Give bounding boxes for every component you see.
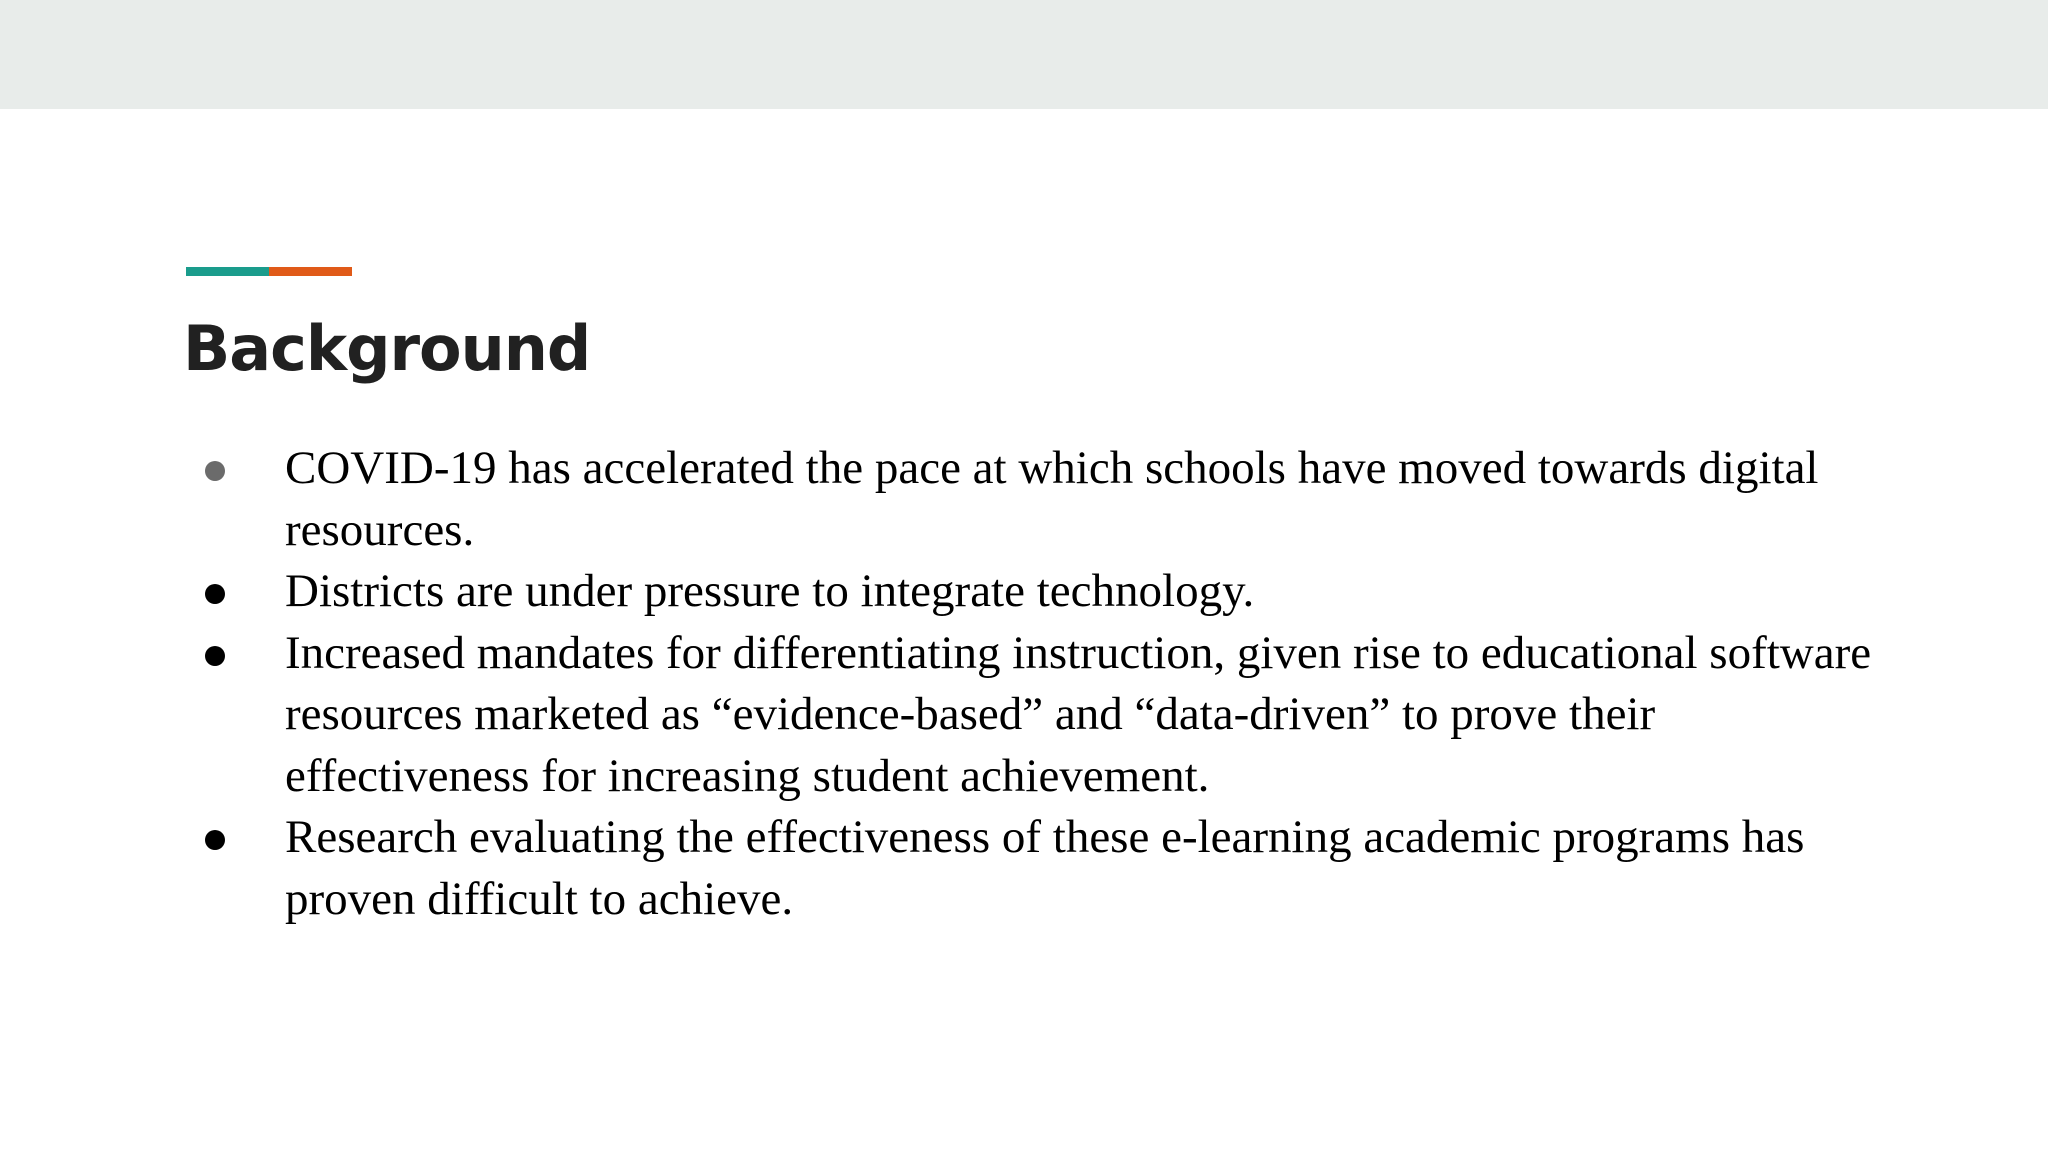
bullet-icon xyxy=(205,584,225,604)
bullet-item xyxy=(196,623,1896,808)
bullet-item xyxy=(196,807,1896,930)
top-band xyxy=(0,0,2048,109)
bullet-icon xyxy=(205,461,225,481)
bullet-text: Increased mandates for differentiating instruction, given rise to educational software resources marketed as “evidence-based” and “data-driven” to prove their effectiveness for increasing student achievement. xyxy=(285,626,1872,802)
bullet-list xyxy=(196,438,1896,930)
bullet-item xyxy=(196,561,1896,623)
bullet-icon xyxy=(205,830,225,850)
accent-bar xyxy=(186,267,352,276)
bullet-item xyxy=(196,438,1896,561)
accent-bar-teal xyxy=(186,267,269,276)
accent-bar-orange xyxy=(269,267,352,276)
slide-title: Background xyxy=(183,312,591,385)
bullet-text: Districts are under pressure to integrate technology. xyxy=(285,565,1255,617)
bullet-text: Research evaluating the effectiveness of these e-learning academic programs has proven difficult to achieve. xyxy=(285,811,1805,925)
bullet-text: COVID-19 has accelerated the pace at which schools have moved towards digital resources. xyxy=(285,442,1819,556)
bullet-icon xyxy=(205,646,225,666)
